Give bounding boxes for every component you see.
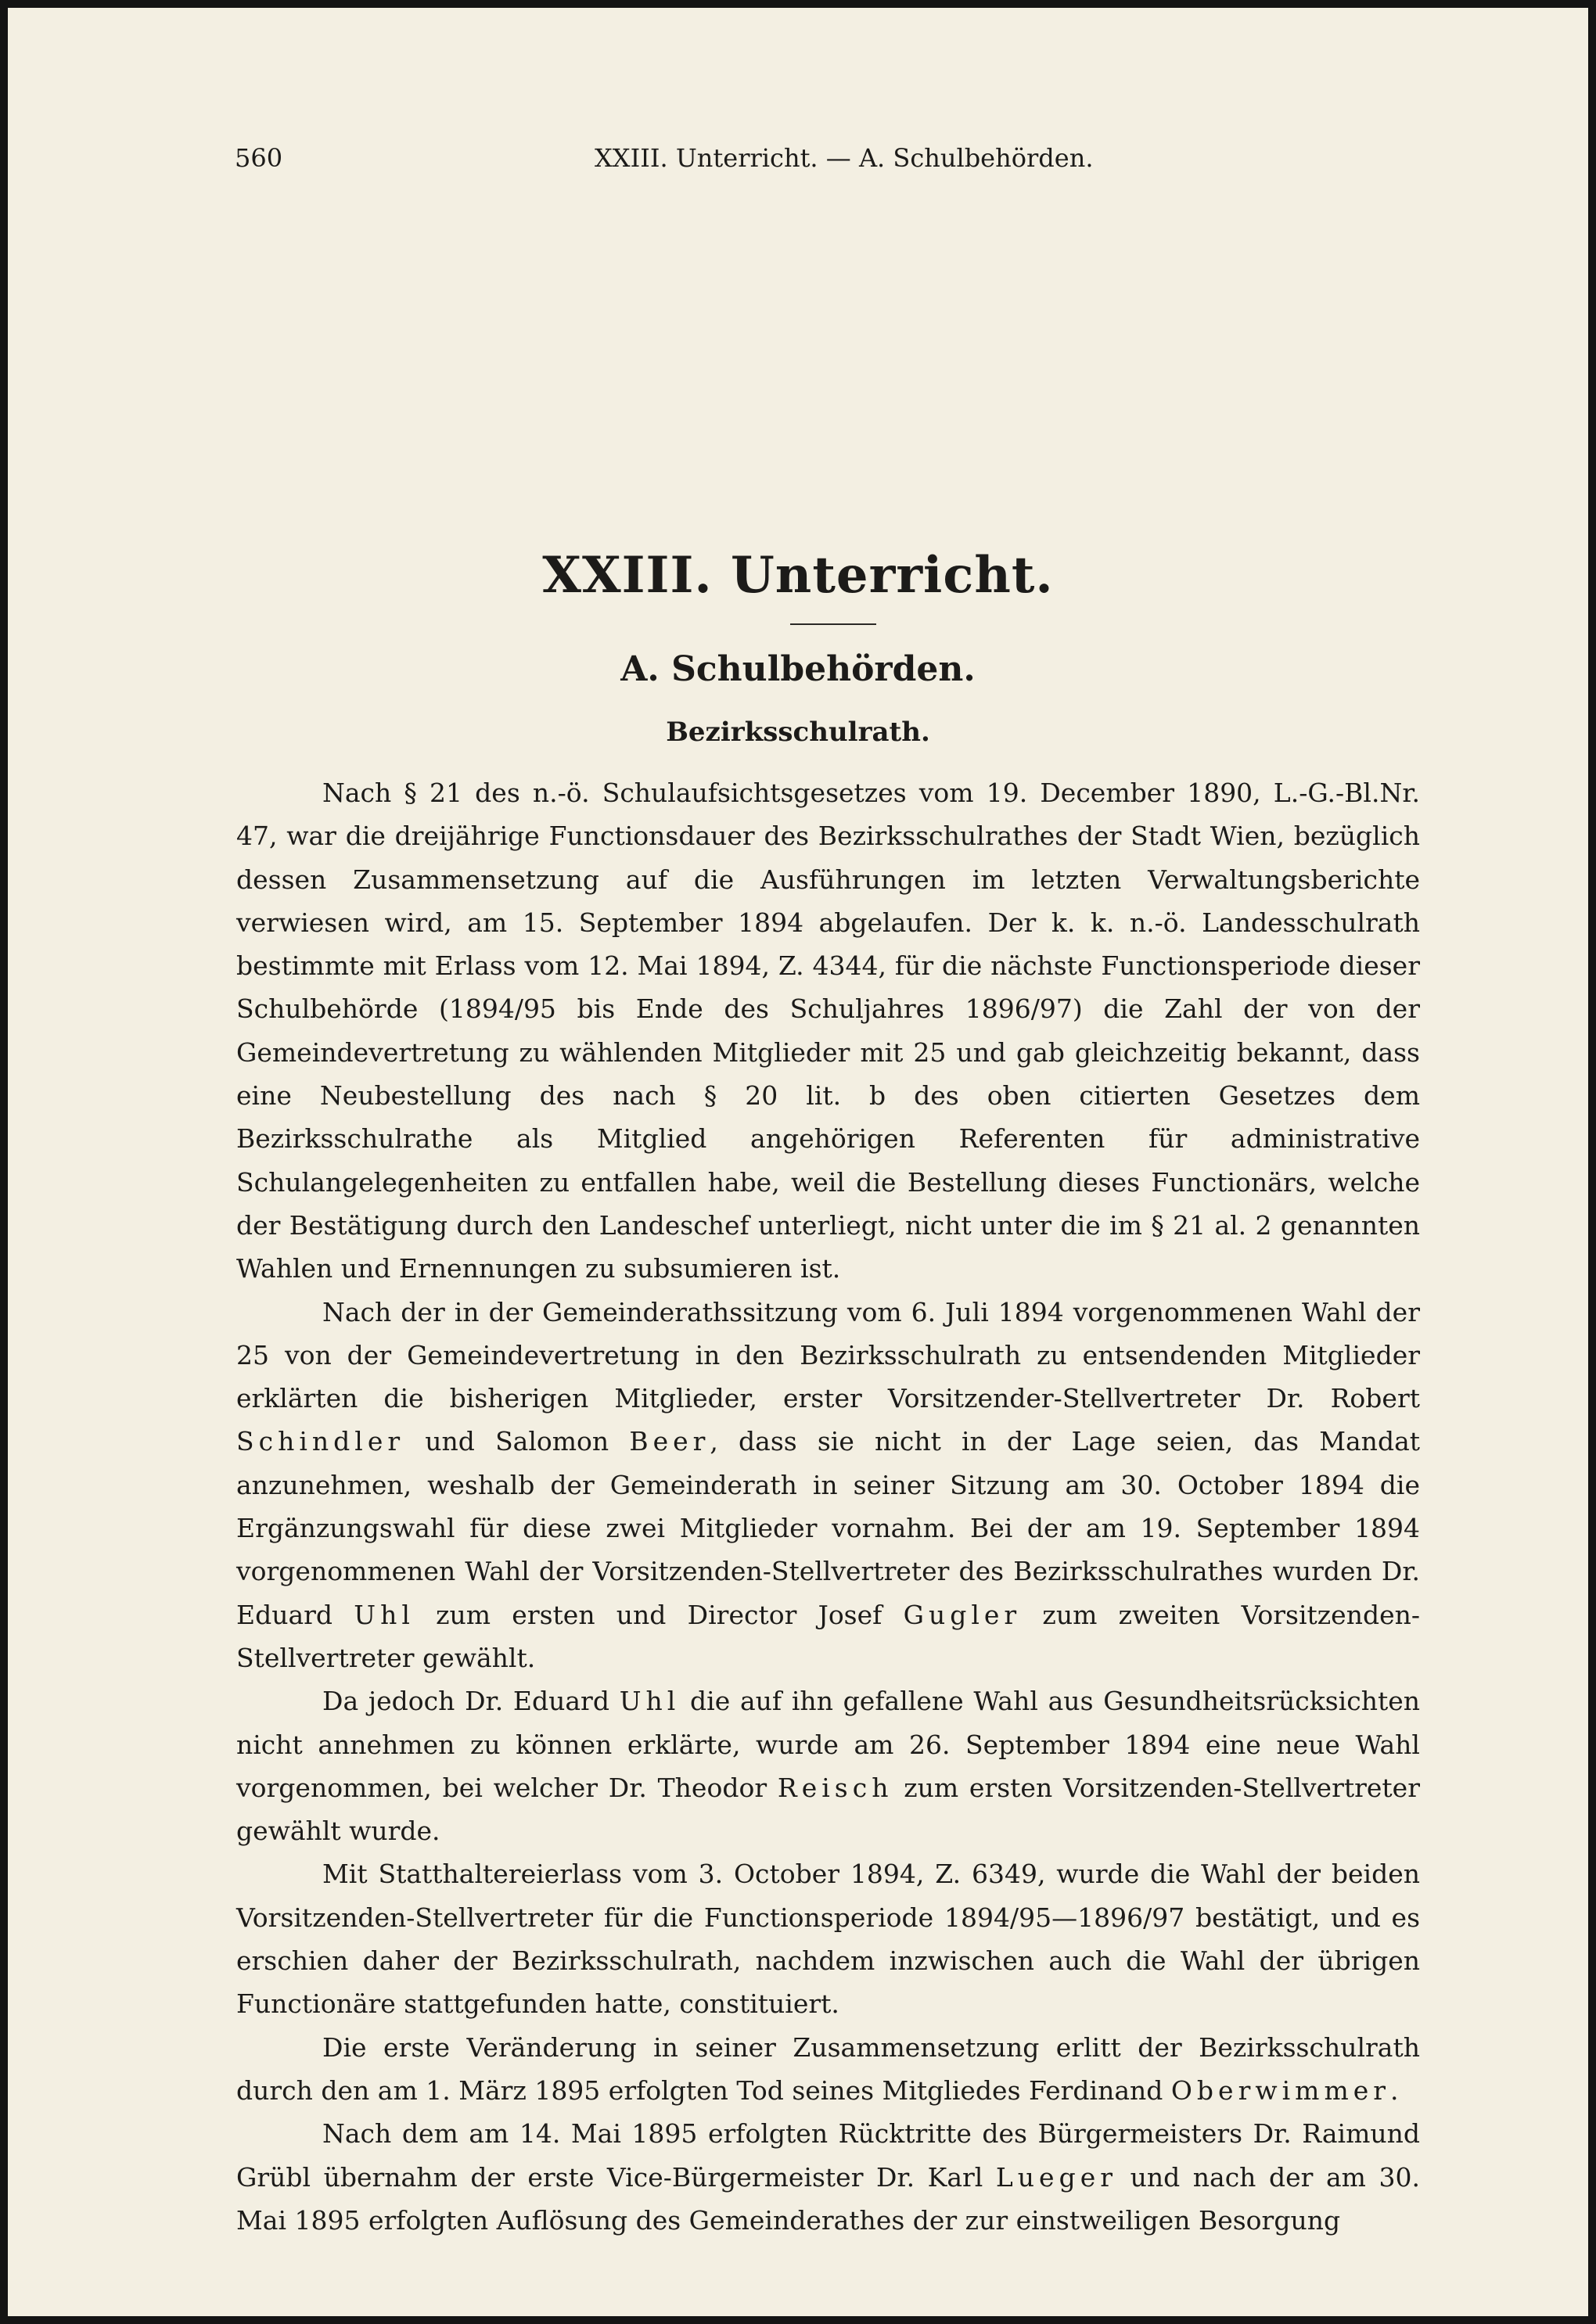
section-title: A. Schulbehörden. <box>620 649 976 689</box>
paragraph-2 <box>236 1291 1420 1680</box>
paragraph-6-text: und nach der am 30. Mai 1895 erfolgten Auflösung des Gemeinderathes der zur einstweiligen Besorgung <box>236 2161 1420 2236</box>
person-name: Uhl <box>619 1686 681 1717</box>
running-head <box>235 142 1424 174</box>
person-name: Reisch <box>777 1772 893 1803</box>
paragraph-3-text: die auf ihn gefallene Wahl aus Gesundheitsrücksichten nicht annehmen zu können erklärte, wurde am 26. September 1894 eine neue Wahl vorgenommen, bei welcher Dr. Theodor <box>236 1686 1421 1803</box>
paragraph-5-text: Die erste Veränderung in seiner Zusammensetzung erlitt der Bezirksschulrath durch den am 1. März 1895 erfolgten Tod seines Mitgliedes Ferdinand <box>236 2031 1420 2106</box>
paragraph-4 <box>236 1852 1420 2025</box>
person-name: Schindler <box>236 1426 405 1457</box>
paragraph-6 <box>236 2112 1420 2242</box>
paragraph-5-text: . <box>1390 2074 1399 2106</box>
body-text <box>236 771 1420 2242</box>
person-name: Gugler <box>903 1599 1022 1630</box>
title-rule <box>790 623 876 625</box>
paragraph-2-text: zum zweiten Vorsitzenden-Stellvertreter gewählt. <box>236 1599 1420 1673</box>
paragraph-1 <box>236 771 1420 1291</box>
person-name: Uhl <box>354 1599 415 1630</box>
person-name: Lueger <box>995 2161 1118 2193</box>
running-title: XXIII. Unterricht. — A. Schulbehörden. <box>595 143 1094 173</box>
paragraph-6-text: Nach dem am 14. Mai 1895 erfolgten Rücktritte des Bürgermeisters Dr. Raimund Grübl übernahm der erste Vice-Bürgermeister Dr. Karl <box>236 2118 1420 2193</box>
paragraph-4-text: Mit Statthaltereierlass vom 3. October 1894, Z. 6349, wurde die Wahl der beiden Vorsitzenden-Stellvertreter für die Functionsperiode 1894/95—1896/97 bestätigt, und es erschien daher der Bezirksschulrath, nachdem inzwischen auch die Wahl der übrigen Functionäre stattgefunden hatte, constituiert. <box>236 1859 1420 2020</box>
paragraph-2-text: , dass sie nicht in der Lage seien, das Mandat anzunehmen, weshalb der Gemeinderath in seiner Sitzung am 30. October 1894 die Ergänzungswahl für diese zwei Mitglieder vornahm. Bei der am 19. September 1894 vorgenommenen Wahl der Vorsitzenden-Stellvertreter des Bezirksschulrathes wurden Dr. Eduard <box>236 1426 1420 1630</box>
paragraph-1-text: Nach § 21 des n.-ö. Schulaufsichtsgesetzes vom 19. December 1890, L.-G.-Bl.Nr. 47, war die dreijährige Functionsdauer des Bezirksschulrathes der Stadt Wien, bezüglich dessen Zusammensetzung auf die Ausführungen im letzten Verwaltungsberichte verwiesen wird, am 15. September 1894 abgelaufen. Der k. k. n.-ö. Landesschulrath bestimmte mit Erlass vom 12. Mai 1894, Z. 4344, für die nächste Functionsperiode dieser Schulbehörde (1894/95 bis Ende des Schuljahres 1896/97) die Zahl der von der Gemeindevertretung zu wählenden Mitglieder mit 25 und gab gleichzeitig bekannt, dass eine Neubestellung des nach § 20 lit. b des oben citierten Gesetzes dem Bezirksschulrathe als Mitglied angehörigen Referenten für administrative Schulangelegenheiten zu entfallen habe, weil die Bestellung dieses Functionärs, welche der Bestätigung durch den Landeschef unterliegt, nicht unter die im § 21 al. 2 genannten Wahlen und Ernennungen zu subsumieren ist. <box>236 778 1420 1284</box>
paragraph-3-text: zum ersten Vorsitzenden-Stellvertreter gewählt wurde. <box>236 1772 1420 1847</box>
paragraph-2-text: Nach der in der Gemeinderathssitzung vom 6. Juli 1894 vorgenommenen Wahl der 25 von der Gemeindevertretung in den Bezirksschulrath zu entsendenden Mitglieder erklärten die bisherigen Mitglieder, erster Vorsitzender-Stellvertreter Dr. Robert <box>236 1296 1420 1414</box>
chapter-title: XXIII. Unterricht. <box>542 546 1054 605</box>
document-page <box>8 8 1588 2316</box>
page-number: 560 <box>235 143 283 173</box>
subsection-title: Bezirksschulrath. <box>666 717 930 748</box>
paragraph-5 <box>236 2026 1420 2113</box>
paragraph-3-text: Da jedoch Dr. Eduard <box>322 1686 620 1717</box>
person-name: Oberwimmer <box>1170 2074 1391 2106</box>
paragraph-2-text: zum ersten und Director Josef <box>414 1599 904 1630</box>
person-name: Beer <box>629 1426 710 1457</box>
paragraph-3 <box>236 1679 1420 1852</box>
paragraph-2-text: und Salomon <box>404 1426 630 1457</box>
